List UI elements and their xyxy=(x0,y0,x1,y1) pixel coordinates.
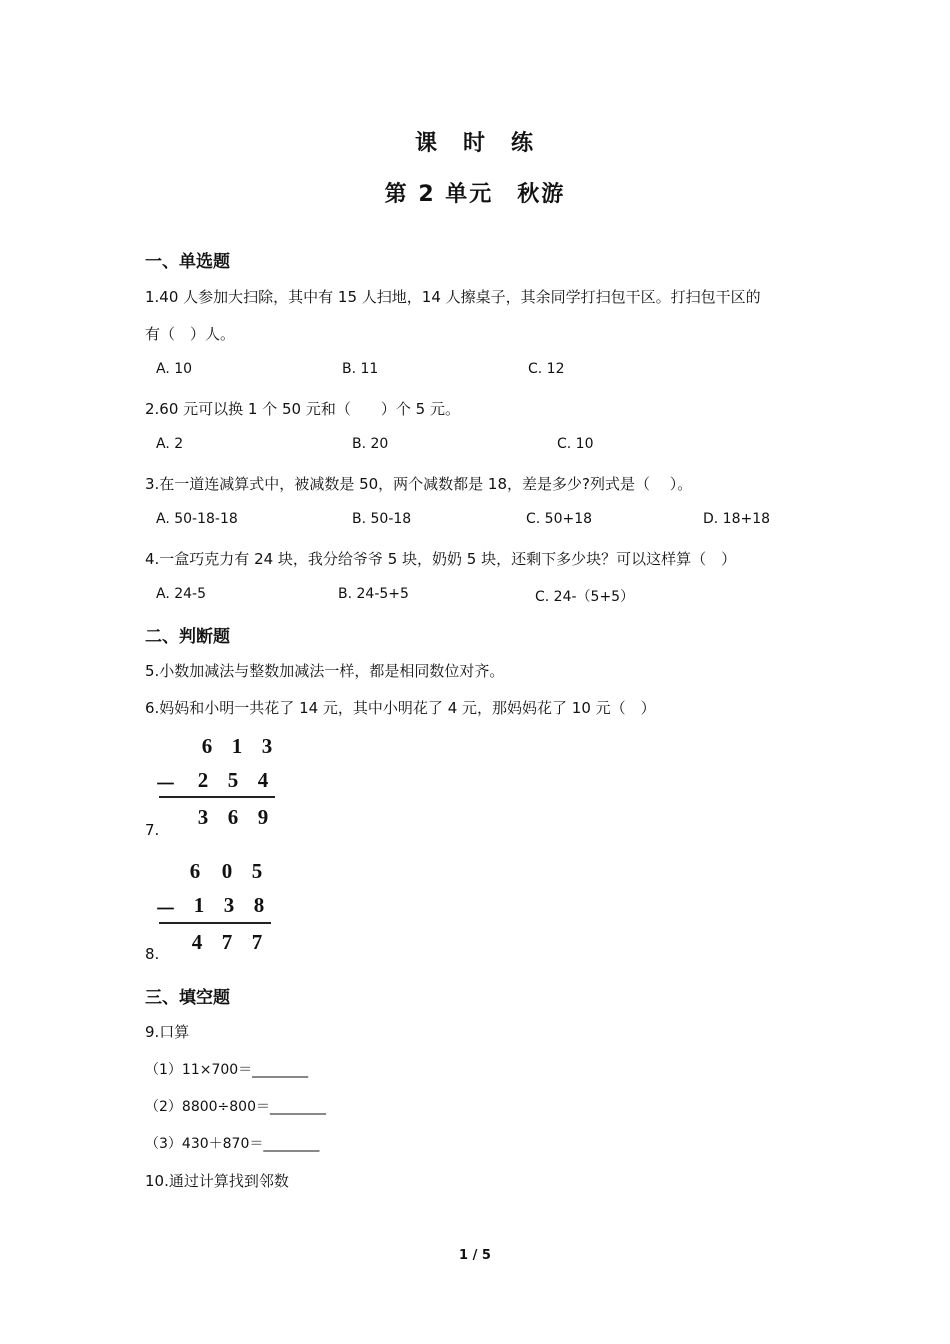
page-number: 1 / 5 xyxy=(459,1248,491,1263)
q8-subtrahend-digit: 1 xyxy=(193,893,205,917)
section-title-fill-blank: 三、填空题 xyxy=(145,988,230,1008)
question-8-label: 8. xyxy=(145,945,160,963)
question-5-text: 5.小数加减法与整数加减法一样，都是相同数位对齐。 xyxy=(145,662,505,680)
question-3-option-d[interactable]: D. 18+18 xyxy=(703,511,771,527)
question-9-item-1[interactable]: （1）11×700＝________ xyxy=(145,1062,309,1078)
section-title-single-choice: 一、单选题 xyxy=(145,252,230,272)
question-3-option-b[interactable]: B. 50-18 xyxy=(352,511,412,527)
question-1-option-c[interactable]: C. 12 xyxy=(528,361,565,377)
q7-subtrahend-digit: 4 xyxy=(257,768,269,792)
q8-minuend-digit: 6 xyxy=(189,859,201,883)
question-2-option-a[interactable]: A. 2 xyxy=(156,436,184,452)
question-9-item-3[interactable]: （3）430＋870＝________ xyxy=(145,1136,320,1152)
q8-result-digit: 7 xyxy=(251,930,263,954)
q7-result-digit: 3 xyxy=(197,805,209,829)
page-title: 课 时 练 xyxy=(414,131,535,156)
question-9-item-2[interactable]: （2）8800÷800＝________ xyxy=(145,1099,326,1115)
q8-subtrahend-digit: 3 xyxy=(223,893,235,917)
q7-minuend-digit: 3 xyxy=(261,734,273,758)
question-4-option-c[interactable]: C. 24-（5+5） xyxy=(535,589,635,605)
q7-subtrahend-digit: 5 xyxy=(227,768,239,792)
question-8-vertical-subtraction xyxy=(155,857,280,962)
q8-minus-sign: － xyxy=(155,897,176,921)
question-6-text: 6.妈妈和小明一共花了 14 元，其中小明花了 4 元，那妈妈花了 10 元（ ） xyxy=(145,699,656,717)
question-10-text: 10.通过计算找到邻数 xyxy=(145,1172,289,1190)
q8-result-digit: 7 xyxy=(221,930,233,954)
question-2-text: 2.60 元可以换 1 个 50 元和（ ）个 5 元。 xyxy=(145,400,460,418)
question-4-option-a[interactable]: A. 24-5 xyxy=(156,586,207,602)
q7-result-digit: 6 xyxy=(227,805,239,829)
question-1-text-cont: 有（ ）人。 xyxy=(145,325,236,343)
question-4-option-b[interactable]: B. 24-5+5 xyxy=(338,586,409,602)
question-2-option-c[interactable]: C. 10 xyxy=(557,436,594,452)
q7-minuend-digit: 1 xyxy=(231,734,243,758)
section-title-true-false: 二、判断题 xyxy=(145,627,230,647)
q7-subtrahend-digit: 2 xyxy=(197,768,209,792)
question-7-label: 7. xyxy=(145,821,160,839)
question-1-option-a[interactable]: A. 10 xyxy=(156,361,193,377)
q7-result-line xyxy=(159,796,275,798)
question-3-text: 3.在一道连减算式中，被减数是 50，两个减数都是 18，差是多少?列式是（ ）。 xyxy=(145,475,693,493)
page-subtitle: 第 2 单元 秋游 xyxy=(384,182,566,207)
q8-result-digit: 4 xyxy=(191,930,203,954)
q8-result-line xyxy=(159,922,271,924)
question-3-option-a[interactable]: A. 50-18-18 xyxy=(156,511,238,527)
q7-minus-sign: － xyxy=(155,772,176,796)
q8-subtrahend-digit: 8 xyxy=(253,893,265,917)
question-1-option-b[interactable]: B. 11 xyxy=(342,361,379,377)
question-9-text: 9.口算 xyxy=(145,1023,190,1041)
q7-minuend-digit: 6 xyxy=(201,734,213,758)
q8-minuend-digit: 0 xyxy=(221,859,233,883)
question-2-option-b[interactable]: B. 20 xyxy=(352,436,389,452)
question-3-option-c[interactable]: C. 50+18 xyxy=(526,511,593,527)
question-7-vertical-subtraction xyxy=(155,732,280,837)
question-1-text: 1.40 人参加大扫除，其中有 15 人扫地，14 人擦桌子，其余同学打扫包干区。打扫包干区的 xyxy=(145,288,761,306)
question-4-text: 4.一盒巧克力有 24 块，我分给爷爷 5 块，奶奶 5 块，还剩下多少块？可以这样算（ ） xyxy=(145,550,737,568)
q8-minuend-digit: 5 xyxy=(251,859,263,883)
q7-result-digit: 9 xyxy=(257,805,269,829)
